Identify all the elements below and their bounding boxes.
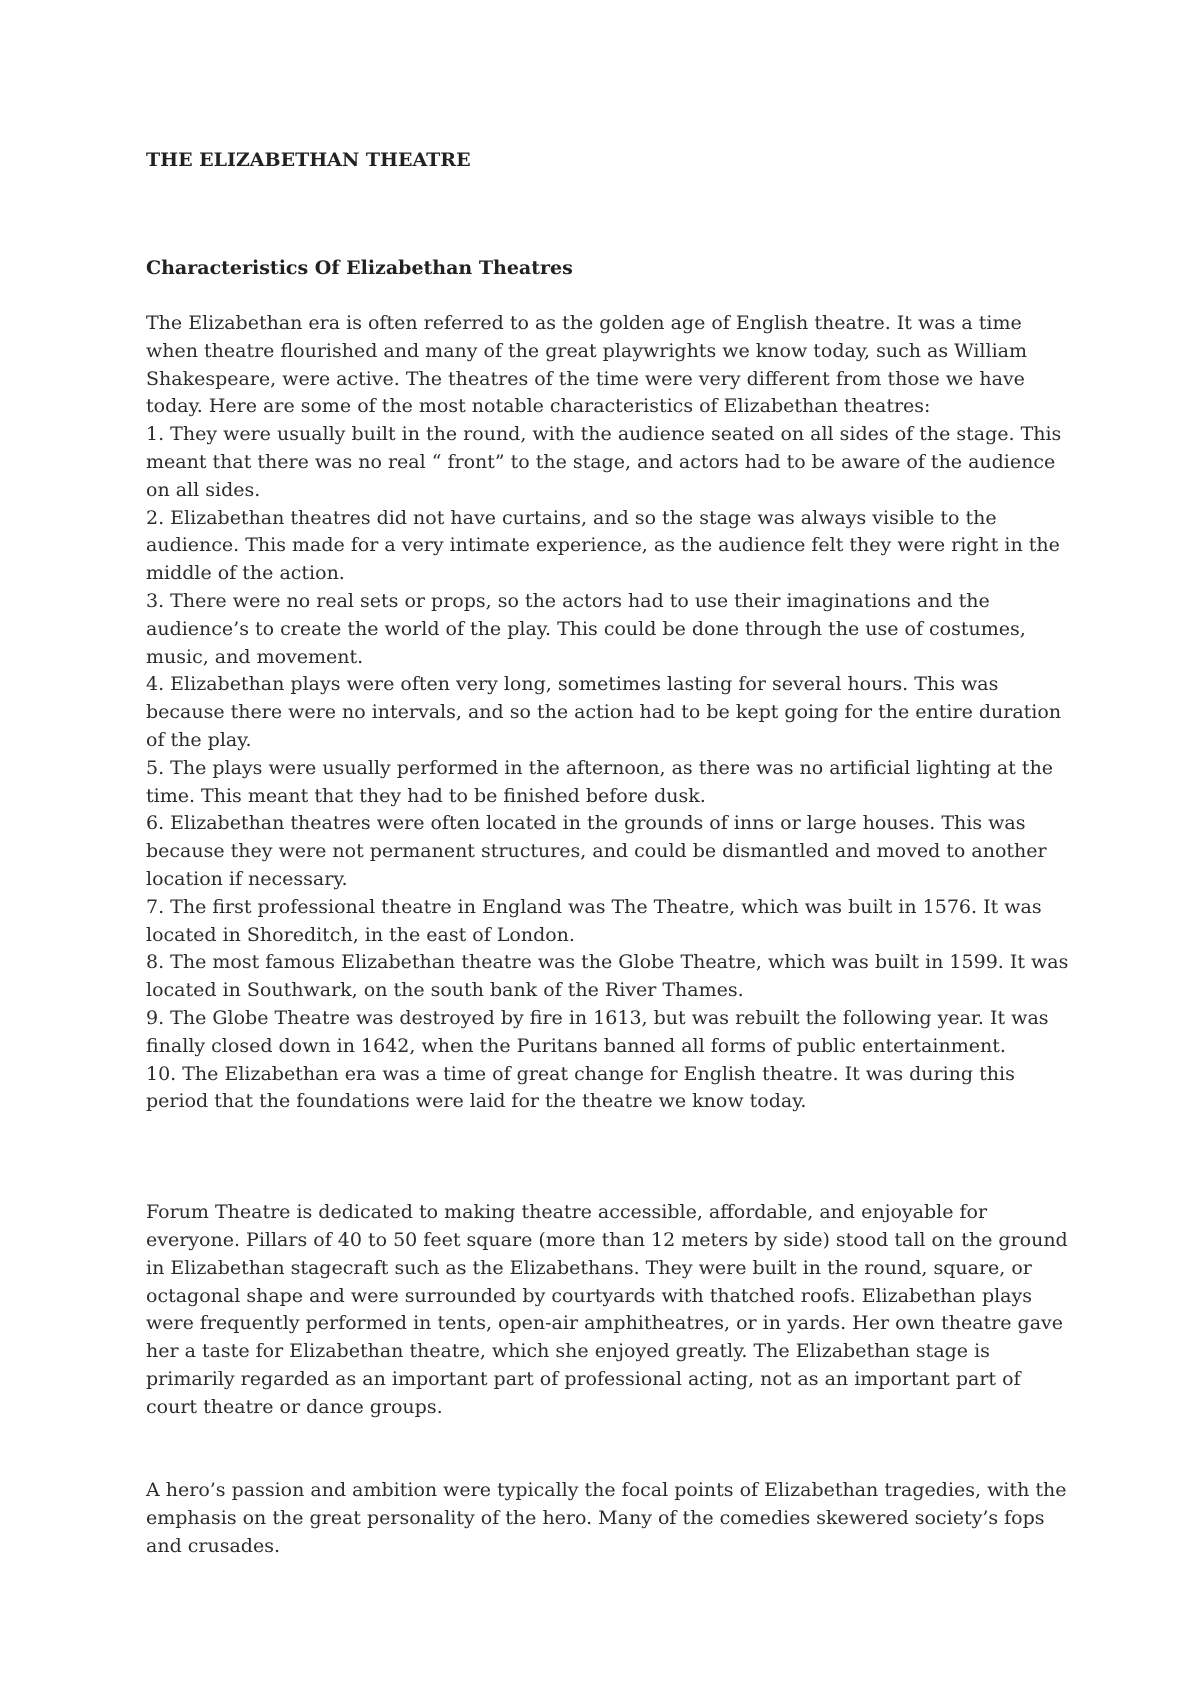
list-item: 9. The Globe Theatre was destroyed by fire in 1613, but was rebuilt the following year. It was finally closed down in 1642, when the Puritans banned all forms of public entertainment.: [146, 1006, 1049, 1057]
list-item: 3. There were no real sets or props, so the actors had to use their imaginations and the audience’s to create the world of the play. This could be done through the use of costumes, music, and movement.: [146, 589, 1026, 668]
list-item: 10. The Elizabethan era was a time of great change for English theatre. It was during this period that the foundations were laid for the theatre we know today.: [146, 1062, 1015, 1113]
forum-theatre-paragraph: Forum Theatre is dedicated to making theatre accessible, affordable, and enjoyable for everyone. Pillars of 40 to 50 feet square (more than 12 meters by side) stood tall on the ground in Elizabethan stagecraft such as the Elizabethans. They were built in the round, square, or octagonal shape and were surrounded by courtyards with thatched roofs. Elizabethan plays were frequently performed in tents, open-air amphitheatres, or in yards. Her own theatre gave her a taste for Elizabethan theatre, which she enjoyed greatly. The Elizabethan stage is primarily regarded as an important part of professional acting, not as an important part of court theatre or dance groups.: [146, 1201, 1068, 1418]
intro-paragraph: The Elizabethan era is often referred to as the golden age of English theatre. It was a time when theatre flourished and many of the great playwrights we know today, such as William Shakespeare, were active. The theatres of the time were very different from those we have today. Here are some of the most notable characteristics of Elizabethan theatres:: [146, 312, 1027, 418]
section-heading: Characteristics Of Elizabethan Theatres: [146, 257, 573, 279]
list-item: 2. Elizabethan theatres did not have curtains, and so the stage was always visible to the audience. This made for a very intimate experience, as the audience felt they were right in the middle of the action.: [146, 506, 1060, 585]
list-item: 4. Elizabethan plays were often very long, sometimes lasting for several hours. This was because there were no intervals, and so the action had to be kept going for the entire duration of the play.: [146, 673, 1062, 751]
list-item: 6. Elizabethan theatres were often located in the grounds of inns or large houses. This was because they were not permanent structures, and could be dismantled and moved to another location if necessary.: [146, 812, 1047, 890]
document-title: THE ELIZABETHAN THEATRE: [146, 149, 471, 171]
list-item: 1. They were usually built in the round, with the audience seated on all sides of the stage. This meant that there was no real “ front” to the stage, and actors had to be aware of the audience on all sides.: [146, 423, 1062, 501]
list-item: 7. The first professional theatre in England was The Theatre, which was built in 1576. It was located in Shoreditch, in the east of London.: [146, 895, 1042, 946]
document-page: [146, 146, 1071, 1561]
list-item: 5. The plays were usually performed in the afternoon, as there was no artificial lighting at the time. This meant that they had to be finished before dusk.: [146, 756, 1054, 807]
list-item: 8. The most famous Elizabethan theatre was the Globe Theatre, which was built in 1599. It was located in Southwark, on the south bank of the River Thames.: [146, 951, 1069, 1002]
hero-paragraph: A hero’s passion and ambition were typically the focal points of Elizabethan tragedies, with the emphasis on the great personality of the hero. Many of the comedies skewered society’s fops and crusades.: [146, 1479, 1067, 1558]
characteristics-list: [146, 421, 1071, 1116]
